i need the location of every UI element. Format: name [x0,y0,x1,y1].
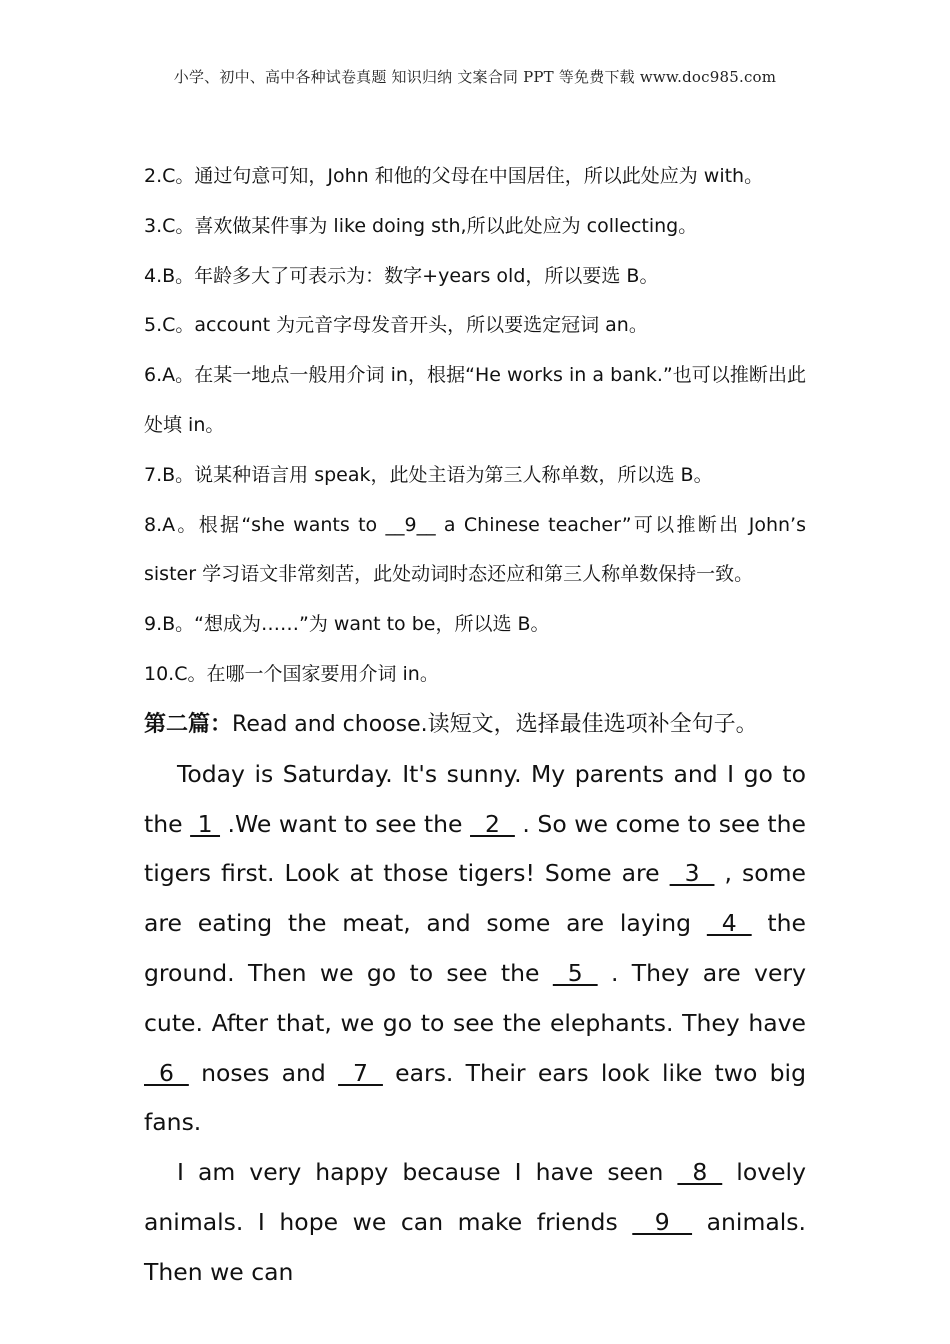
section-instruction: Read and choose.读短文，选择最佳选项补全句子。 [232,711,758,737]
blank-5: 5 [552,958,598,987]
section-label: 第二篇： [144,711,233,737]
section-title [144,700,806,750]
blank-6: 6 [144,1058,189,1087]
passage-text: animals. Then we can [144,1207,806,1286]
answer-8: 8.A。根据“she wants to __9__ a Chinese teacher”可以推断出 John’s sister 学习语文非常刻苦，此处动词时态还应和第三人称单数保持一致。 [144,513,806,586]
passage-text: .We want to see the [220,809,471,838]
blank-2: 2 [470,809,515,838]
blank-9: 9 [632,1207,693,1236]
answer-6: 6.A。在某一地点一般用介词 in，根据“He works in a bank.”也可以推断出此处填 in。 [144,364,806,436]
passage-text: . They are very cute. After that, we go to see the elephants. They have [144,958,806,1037]
passage-text: ears. Their ears look like two big fans. [144,1058,806,1137]
answer-2: 2.C。通过句意可知，John 和他的父母在中国居住，所以此处应为 with。 [144,165,764,187]
passage-text: . So we come to see the tigers first. Look at those tigers! Some are [144,809,806,888]
answer-10: 10.C。在哪一个国家要用介词 in。 [144,662,439,685]
page-header: 小学、初中、高中各种试卷真题 知识归纳 文案合同 PPT 等免费下载 www.doc985.com [173,68,777,86]
answer-7: 7.B。说某种语言用 speak，此处主语为第三人称单数，所以选 B。 [144,463,713,486]
blank-7: 7 [338,1058,383,1087]
passage-paragraph-1 [144,750,806,1148]
blank-1: 1 [190,809,221,838]
passage-text: , some are eating the meat, and some are laying [144,859,806,938]
passage-text: lovely animals. I hope we can make friends [144,1158,806,1236]
passage-text: noses and [188,1058,339,1087]
passage-paragraph-2 [144,1148,806,1297]
blank-8: 8 [677,1158,723,1187]
answer-4: 4.B。年龄多大了可表示为：数字+years old，所以要选 B。 [144,264,659,287]
answer-9: 9.B。“想成为……”为 want to be，所以选 B。 [144,613,550,636]
reading-passage [144,750,806,1298]
blank-3: 3 [669,859,715,888]
passage-text: I am very happy because I have seen [177,1158,678,1187]
passage-text: the ground. Then we go to see the [144,909,806,987]
passage-text: Today is Saturday. It's sunny. My parents and I go to the [144,759,806,838]
answer-5: 5.C。account 为元音字母发音开头，所以要选定冠词 an。 [144,314,648,337]
blank-4: 4 [706,909,752,938]
answer-3: 3.C。喜欢做某件事为 like doing sth,所以此处应为 collecting。 [144,214,698,237]
document-body [144,152,806,1298]
